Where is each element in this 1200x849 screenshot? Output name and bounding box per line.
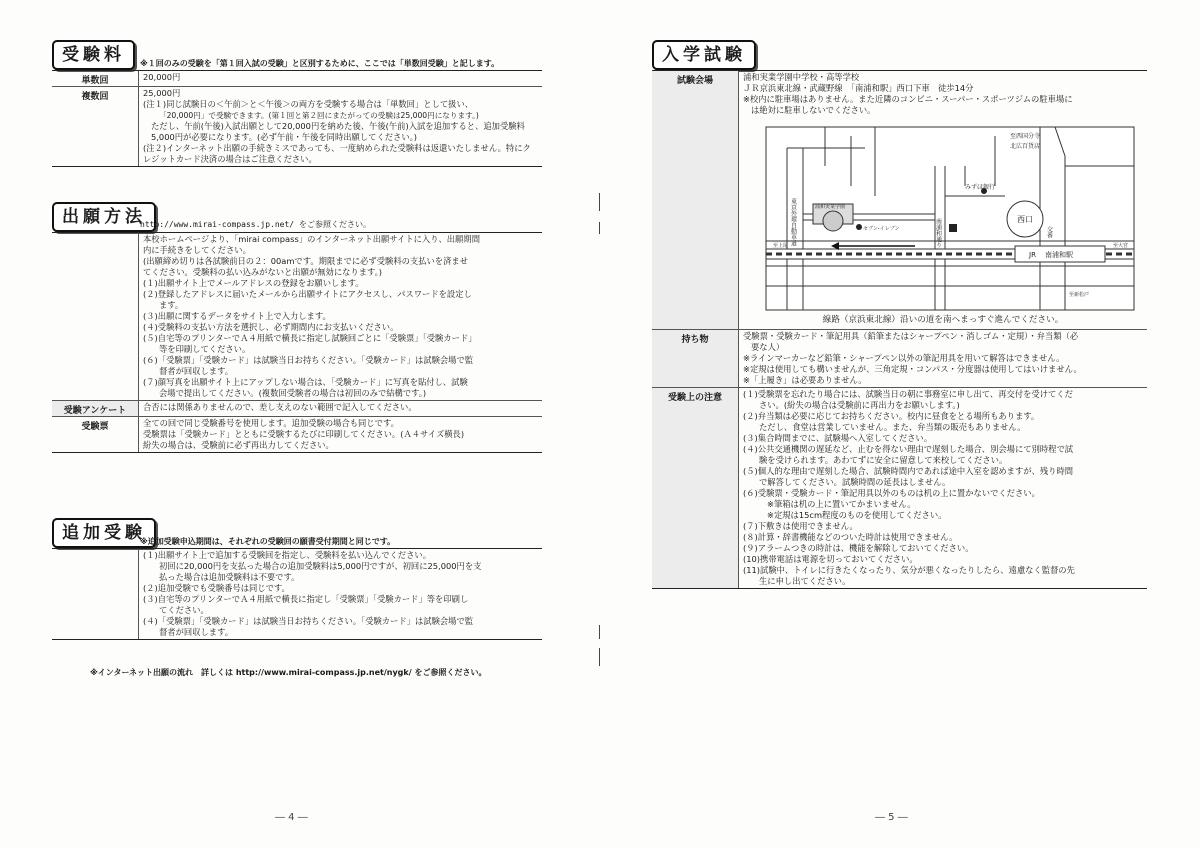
extra-title: 追加受験: [52, 518, 156, 548]
caution-line: ただし、食堂は営業していません。また、弁当類の販売もありません。: [759, 422, 1026, 432]
map-caption: 線路（京浜東北線）沿いの道を南へまっすぐ進んでください。: [822, 315, 1064, 325]
fee-table: [52, 70, 542, 167]
apply-line: ます。: [159, 300, 184, 310]
caution-line: (10)携帯電話は電源を切っておいてください。: [743, 554, 918, 564]
items-line: 受験票・受験カード・筆記用具（鉛筆またはシャープペン・消しゴム・定規）・弁当類（必: [743, 331, 1079, 341]
extra-line: 初回に20,000円を支払った場合の追加受験料は5,000円ですが、初回に25,000円を支: [159, 561, 482, 571]
exam-table: [652, 70, 1147, 589]
flow-note: ※インターネット出願の流れ 詳しくは http://www.mirai-compass.jp.net/nygk/ をご参照ください。: [90, 668, 487, 677]
apply-row-ticket: [52, 417, 542, 452]
apply-line: (３)出願に関するデータをサイト上で入力します。: [143, 311, 331, 321]
caution-line: (８)計算・辞書機能などのついた時計は使用できません。: [743, 532, 958, 542]
apply-row-main: [52, 233, 542, 401]
apply-line: (１)出願サイト上でメールアドレスの登録をお願いします。: [143, 278, 364, 288]
fee-title: 受験料: [52, 40, 135, 70]
apply-line: 等を印刷してください。: [159, 344, 251, 354]
map-label-bank: みずほ銀行: [965, 184, 996, 191]
caution-line: (５)個人的な理由で遅刻した場合、試験時間内であれば途中入室を認めますが、残り時間: [743, 466, 1074, 476]
fee-note-1b: 「20,000円」で受験できます。(第１回と第２回にまたがっての受験は25,000円になります。): [159, 111, 479, 120]
extra-line: (１)出願サイト上で追加する受験回を指定し、受験料を払い込んでください。: [143, 550, 431, 560]
extra-line: (３)自宅等のプリンターでＡ４用紙で横長に指定し「受験票」「受験カード」等を印刷し: [143, 594, 469, 604]
caution-line: 生に申し出てください。: [759, 576, 851, 586]
caution-line: (４)公共交通機関の遅延など、止むを得ない理由で遅刻した場合、別会場にて別時程で試: [743, 444, 1074, 454]
caution-line: (２)弁当類は必要に応じてお持ちください。校内に昼食をとる場所もあります。: [743, 411, 1040, 421]
apply-line: (５)自宅等のプリンターでＡ４用紙で横長に指定し試験回ごとに「受験票」「受験カード」: [143, 333, 477, 343]
page-number-right: ― 5 ―: [875, 812, 908, 823]
extra-note: ※追加受験申込期間は、それぞれの受験回の願書受付期間と同じです。: [140, 537, 396, 546]
extra-line: (４)「受験票」「受験カード」は試験当日お持ちください。「受験カード」は試験会場で監: [143, 616, 474, 626]
cautions-list: [739, 388, 1147, 588]
access-map: [765, 126, 1135, 311]
apply-label-blank: [52, 233, 139, 400]
caution-line: (１)受験票を忘れたり場合には、試験当日の朝に事務室に申し出て、再交付を受けてくだ: [743, 389, 1073, 399]
apply-row-survey: [52, 401, 542, 417]
map-label-nishikokubunji: 至西国分寺: [1010, 133, 1041, 140]
ticket-label: 受験票: [52, 417, 139, 452]
map-label-school: 浦和実業学園: [815, 204, 846, 210]
items-line: ※定規は使用しても構いませんが、三角定規・コンパス・分度器は使用してはいけません。: [743, 364, 1082, 374]
map-label-expressway: 東京外環自動車道: [789, 198, 797, 246]
caution-line: ※筆箱は机の上に置いてかまいません。: [767, 499, 916, 509]
ticket-line-2: 受験票は「受験カード」とともに受験するたびに印刷してください。(Ａ４サイズ横長): [143, 429, 465, 439]
extra-line: (２)追加受験でも受験番号は同じです。: [143, 583, 290, 593]
apply-line: (出願締め切りは各試験前日の２：00amです。期限までに必ず受験料の支払いを済ませ: [143, 256, 468, 266]
venue-parking-2: は絶対に駐車しないでください。: [751, 105, 876, 115]
fee-row-single: [52, 71, 542, 87]
map-label-road: 南浦和通り: [934, 218, 942, 248]
fee-note: ※１回のみの受験を「第１回入試の受験」と区別するために、ここでは「単数回受験」と記します。: [140, 59, 500, 68]
fee-single-value: 20,000円: [143, 72, 181, 82]
venue-parking-1: ※校内に駐車場はありません。また近隣のコンビニ・スーパー・スポーツジムの駐車場に: [743, 94, 1073, 104]
extra-table: [52, 548, 542, 640]
cautions-label: 受験上の注意: [652, 388, 739, 588]
page-number-left: ― 4 ―: [275, 812, 308, 823]
apply-line: (４)受験料の支払い方法を選択し、必ず期間内にお支払いください。: [143, 322, 399, 332]
fee-row-multiple: [52, 87, 542, 166]
caution-line: ※定規は15cm程度のものを使用してください。: [767, 510, 947, 520]
extra-line: 督者が回収します。: [159, 627, 234, 637]
fee-note-1c: ただし、午前(午後)入試出願として20,000円を納めた後、午後(午前)入試を追加すると、追加受験料5,000円が必要になります。(必ず午前・午後を同時出願してください。): [151, 121, 525, 142]
extra-line: てください。: [159, 605, 209, 615]
survey-label: 受験アンケート: [52, 401, 139, 416]
apply-note: http://www.mirai-compass.jp.net/ をご参照ください。: [140, 220, 371, 229]
apply-table: [52, 232, 542, 453]
apply-steps: [139, 233, 542, 400]
fee-note-2: (注２)インターネット出願の手続きミスであっても、一度納められた受験料は返還いたしません。特にクレジットカード決済の場合はご注意ください。: [143, 143, 531, 164]
map-label-omiya: 至大宮: [1113, 243, 1129, 249]
caution-line: 験を受けられます。あわてずに安全に留意して来校してください。: [759, 455, 1008, 465]
map-label-urawa: 至上尾: [773, 243, 789, 249]
items-label: 持ち物: [652, 330, 739, 387]
map-label-7eleven: セブン-イレブン: [863, 226, 900, 232]
map-label-west-exit: 西口: [1017, 215, 1033, 224]
venue-school: 浦和実業学園中学校・高等学校: [743, 72, 860, 82]
apply-line: (７)顔写真を出願サイト上にアップしない場合は、「受験カード」に写真を貼付し、試験: [143, 377, 468, 387]
venue-row: [652, 71, 1147, 330]
ticket-line-3: 紛失の場合は、受験前に必ず再出力してください。: [143, 440, 334, 450]
fee-multiple-value: 25,000円: [143, 88, 181, 98]
items-line: ※ラインマーカーなど鉛筆・シャープペン以外の筆記用具を用いて解答はできません。: [743, 353, 1065, 363]
cautions-row: [652, 388, 1147, 588]
survey-text: 合否には関係ありませんので、差し支えのない範囲で記入してください。: [143, 402, 417, 412]
apply-line: 督者が回収します。: [159, 366, 234, 376]
items-list: [739, 330, 1147, 387]
venue-label: 試験会場: [652, 71, 739, 329]
map-label-jr: JR: [1029, 251, 1036, 259]
apply-line: 内に手続きをしてください。: [143, 245, 251, 255]
extra-steps: [139, 549, 542, 639]
items-row: [652, 330, 1147, 388]
caution-line: さい。(紛失の場合は受験前に再出力をお願いします。): [759, 400, 960, 410]
map-label-shinmatsudo: 至新松戸: [1069, 292, 1090, 298]
caution-line: (６)受験票・受験カード・筆記用具以外のものは机の上に置かないでください。: [743, 488, 1040, 498]
right-page: [600, 0, 1200, 849]
caution-line: (７)下敷きは使用できません。: [743, 521, 858, 531]
caution-line: (３)集合時間までに、試験場へ入室してください。: [743, 433, 933, 443]
caution-line: (11)試験中、トイレに行きたくなったり、気分が悪くなったりしたら、遠慮なく監督の先: [743, 565, 1075, 575]
venue-access: ＪＲ京浜東北線・武蔵野線 「南浦和駅」西口下車 徒歩14分: [743, 83, 974, 93]
items-line: ※「上履き」は必要ありません。: [743, 375, 867, 385]
ticket-line-1: 全ての回で同じ受験番号を使用します。追加受験の場合も同じです。: [143, 418, 399, 428]
apply-line: 本校ホームページより、「mirai compass」のインターネット出願サイトに入り、出願期間: [143, 234, 480, 244]
apply-line: (２)登録したアドレスに届いたメールから出願サイトにアクセスし、パスワードを設定し: [143, 289, 472, 299]
items-line: 要な人）: [751, 342, 785, 352]
caution-line: (９)アラームつきの時計は、機能を解除しておいてください。: [743, 543, 974, 553]
extra-row: [52, 549, 542, 639]
map-label-store: 北広百貨店: [1010, 143, 1041, 150]
apply-title: 出願方法: [52, 202, 156, 232]
apply-line: てください。受験料の払い込みがないと出願が無効になります。): [143, 267, 383, 277]
fee-label-multiple: 複数回: [52, 87, 139, 166]
extra-line: 払った場合は追加受験料は不要です。: [159, 572, 300, 582]
fee-label-single: 単数回: [52, 71, 139, 86]
fee-note-1: (注１)同じ試験日の＜午前＞と＜午後＞の両方を受験する場合は「単数回」として扱い、: [143, 99, 474, 109]
apply-line: 会場で提出してください。(複数回受験者の場合は初回のみで結構です。): [159, 388, 427, 398]
exam-title: 入学試験: [652, 40, 756, 70]
map-label-koban: 交番: [1045, 226, 1053, 238]
apply-line: (６)「受験票」「受験カード」は試験当日お持ちください。「受験カード」は試験会場で監: [143, 355, 474, 365]
caution-line: で解答してください。試験時間の延長はしません。: [759, 477, 951, 487]
map-label-station: 南浦和駅: [1045, 251, 1073, 259]
extra-label-blank: [52, 549, 139, 639]
